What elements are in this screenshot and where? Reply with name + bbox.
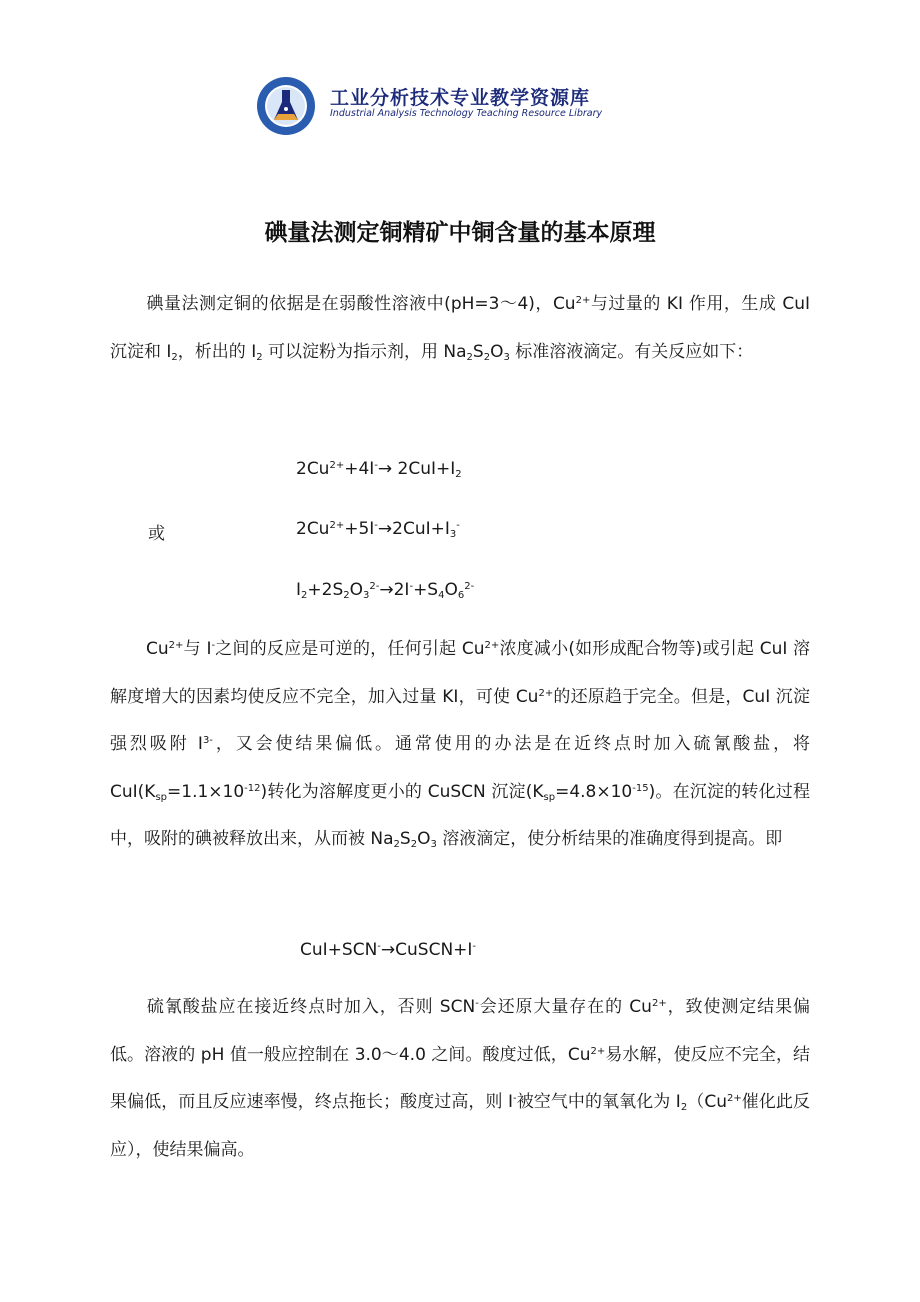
equation-2: $2Cu^{2+}+5I^-\to 2CuI+I_3^-$ (296, 519, 460, 540)
paragraph-reversibility: $Cu^{2+}$与 I-之间的反应是可逆的，任何引起 $Cu^{2+}$浓度减小(如形成配合物等)或引起 CuI 溶解度增大的因素均使反应不完全，加入过量 KI，可使 $Cu^{2+}$的还原趋于完全。但是，CuI 沉淀强烈吸附 $I^{3-}$，又会使结果偏低。通常使用的办法是在近终点时加入硫氰酸盐，将 $CuI(K_{sp}=1.1\times 10^{-12})$转化为溶解度更小的 CuSCN 沉淀$(K_{sp}=4.8\times 10^{-15})$。在沉淀的转化过程中，吸附的碘被释放出来，从而被 $Na_2S_2O_3$ 溶液滴定，使分析结果的准确度得到提高。即 (110, 639, 811, 850)
or-label: 或 (148, 524, 165, 544)
equation-1: $2Cu^{2+}+4I^-\to 2CuI+I_2$ (296, 459, 462, 480)
paragraph-conditions: 硫氰酸盐应在接近终点时加入，否则 SCN-会还原大量存在的 $Cu^{2+}$，致使测定结果偏低。溶液的 pH 值一般应控制在 3.0～4.0 之间。酸度过低，$Cu^{2+}$易水解，使反应不完全，结果偏低，而且反应速率慢，终点拖长；酸度过高，则 I-被空气中的氧氧化为 $I_2(Cu^{2+}$催化此反应），使结果偏高。 (110, 997, 811, 1160)
flask-badge-icon (256, 76, 316, 136)
paragraph-principle: 碘量法测定铜的依据是在弱酸性溶液中(pH=3～4)，$Cu^{2+}$与过量的 KI 作用，生成 CuI 沉淀和 $I_2$，析出的 $I_2$ 可以淀粉为指示剂，用 $Na_2S_2O_3$ 标准溶液滴定。有关反应如下： (110, 294, 811, 363)
equation-4: CuI+SCN-→CuSCN+I- (300, 940, 477, 960)
site-header (256, 76, 676, 136)
brand-title-cn: 工业分析技术专业教学资源库 (330, 87, 591, 109)
document-title: 碘量法测定铜精矿中铜含量的基本原理 (264, 220, 656, 246)
brand-title-en: Industrial Analysis Technology Teaching Resource Library (330, 108, 603, 119)
equation-3: $I_2+2S_2O_3^{2-}\to 2I^-+S_4O_6^{2-}$ (296, 580, 475, 601)
